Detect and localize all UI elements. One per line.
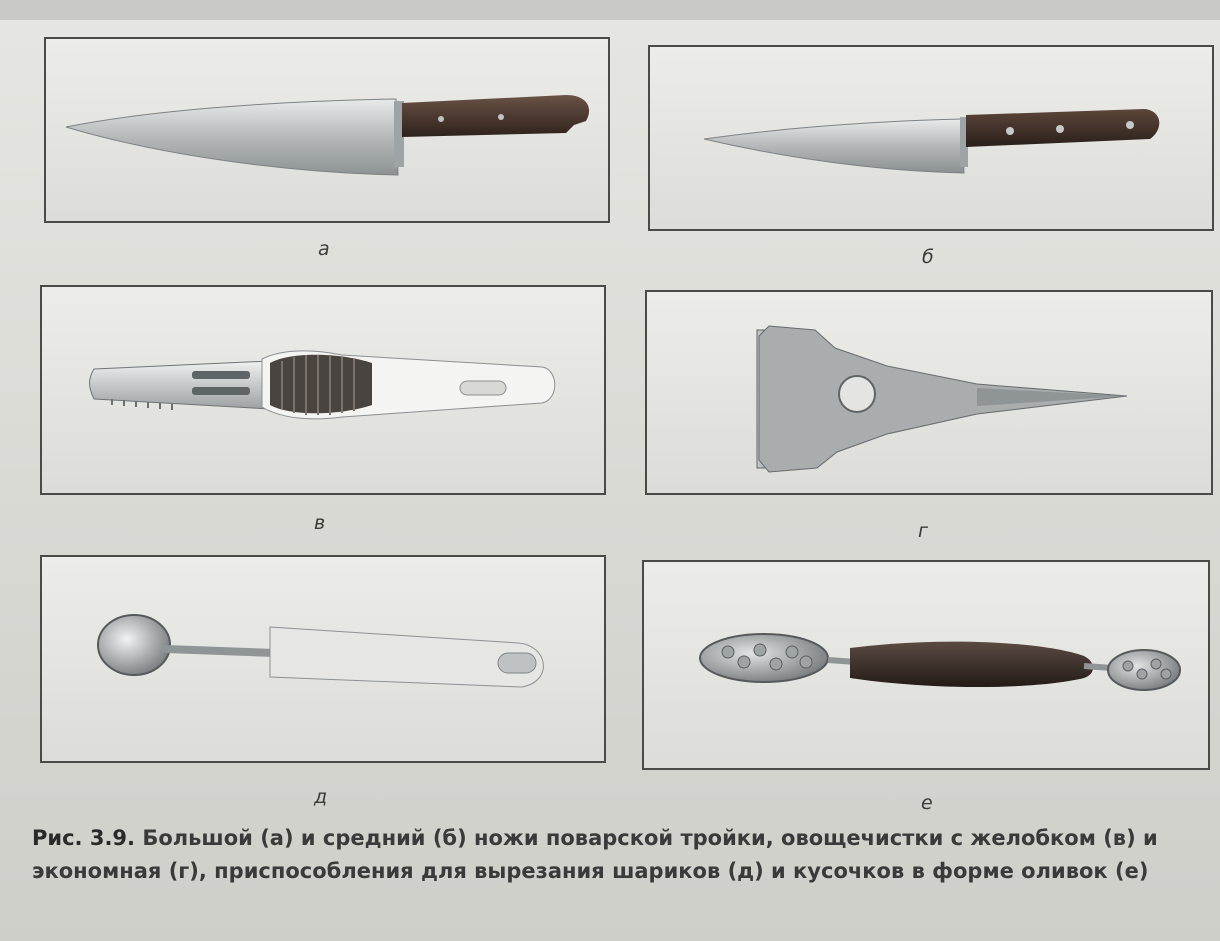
economy-peeler-image bbox=[647, 292, 1211, 493]
medium-chef-knife-image bbox=[650, 47, 1212, 229]
panel-v bbox=[40, 285, 606, 495]
panel-v-label: в bbox=[314, 512, 326, 534]
panel-d-label: д bbox=[314, 786, 328, 808]
panel-b bbox=[648, 45, 1214, 231]
panel-a bbox=[44, 37, 610, 223]
olive-cutter-image bbox=[644, 562, 1208, 768]
caption-line-1 bbox=[32, 822, 1207, 855]
panel-a-label: а bbox=[318, 238, 330, 260]
figure-caption bbox=[32, 822, 1207, 888]
panel-d bbox=[40, 555, 606, 763]
panel-g-label: г bbox=[918, 520, 928, 542]
panel-e bbox=[642, 560, 1210, 770]
caption-text-2: экономная (г), приспособления для вырезания шариков (д) и кусочков в форме оливок (е) bbox=[32, 859, 1149, 883]
panel-g bbox=[645, 290, 1213, 495]
top-edge bbox=[0, 0, 1220, 20]
panel-e-label: е bbox=[921, 792, 933, 814]
caption-number: Рис. 3.9. bbox=[32, 826, 136, 850]
caption-text-1: Большой (а) и средний (б) ножи поварской тройки, овощечистки с желобком (в) и bbox=[142, 826, 1158, 850]
large-chef-knife-image bbox=[46, 39, 608, 221]
melon-baller-image bbox=[42, 557, 604, 761]
panel-b-label: б bbox=[922, 246, 934, 268]
grooved-peeler-image bbox=[42, 287, 604, 493]
